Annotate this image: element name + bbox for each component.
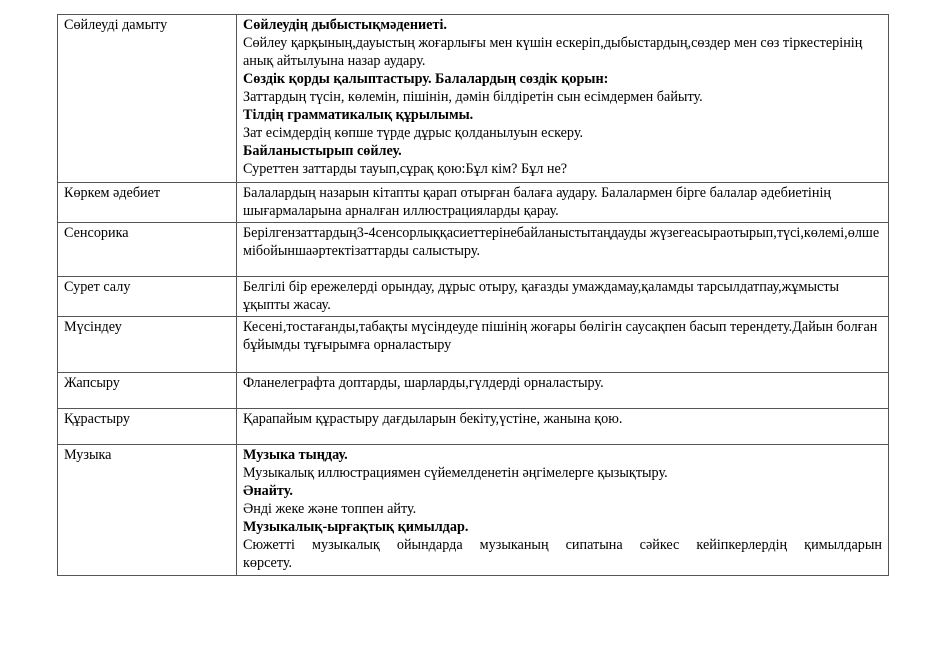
subject-cell: Сөйлеуді дамыту — [58, 15, 237, 183]
section-heading: Байланыстырып сөйлеу. — [243, 143, 402, 159]
content-cell — [237, 277, 889, 317]
content-text: Сюжетті музыкалық ойындарда музыканың сипатына сәйкес кейіпкерлердің қимылдарын көрсету. — [243, 537, 882, 571]
subject-cell: Мүсіндеу — [58, 317, 237, 373]
table-row — [58, 317, 889, 373]
table-row — [58, 183, 889, 223]
content-text: Фланелеграфта доптарды, шарларды,гүлдерді орналастыру. — [243, 375, 604, 391]
table-row — [58, 373, 889, 409]
content-text: Заттардың түсін, көлемін, пішінін, дәмін білдіретін сын есімдермен байыту. — [243, 89, 703, 105]
table-row — [58, 409, 889, 445]
content-text: Әнді жеке және топпен айту. — [243, 501, 417, 517]
table-row — [58, 223, 889, 277]
section-heading: Әнайту. — [243, 483, 293, 499]
content-text: Кесені,тостағанды,табақты мүсіндеуде пішінің жоғары бөлігін саусақпен басып терендету.Дайын болған бұйымды тұғырымға орналастыру — [243, 319, 878, 353]
content-cell — [237, 445, 889, 576]
content-cell — [237, 223, 889, 277]
subject-cell: Жапсыру — [58, 373, 237, 409]
subject-cell: Музыка — [58, 445, 237, 576]
content-text: Қарапайым құрастыру дағдыларын бекіту,үстіне, жанына қою. — [243, 411, 623, 427]
table-row — [58, 445, 889, 576]
content-text: Сөйлеу қарқының,дауыстың жоғарлығы мен күшін ескеріп,дыбыстардың,сөздер мен сөз тіркестерінің анық айтылуына назар аудару. — [243, 35, 863, 69]
content-text: Балалардың назарын кітапты қарап отырған балаға аудару. Балалармен бірге балалар әдебиетінің шығармаларына арналған иллюстрацияларды қарау. — [243, 185, 831, 219]
content-text: Музыкалық иллюстрациямен сүйемелденетін әңгімелерге қызықтыру. — [243, 465, 668, 481]
content-cell — [237, 317, 889, 373]
section-heading: Музыка тыңдау. — [243, 447, 348, 463]
curriculum-table — [57, 14, 889, 576]
content-cell — [237, 183, 889, 223]
subject-cell: Құрастыру — [58, 409, 237, 445]
section-heading: Сөйлеудің дыбыстықмәдениеті. — [243, 17, 447, 33]
content-text: Берілгензаттардың3-4сенсорлыққасиеттерінебайланыстытаңдауды жүзегеасыраотырып,түсі,көлемі,өлшемібойыншаәртектізаттарды салыстыру. — [243, 225, 880, 259]
content-text: Суреттен заттарды тауып,сұрақ қою:Бұл кім? Бұл не? — [243, 161, 568, 177]
section-heading: Сөздік қорды қалыптастыру. Балалардың сөздік қорын: — [243, 71, 609, 87]
content-text: Зат есімдердің көпше түрде дұрыс қолданылуын ескеру. — [243, 125, 584, 141]
content-cell — [237, 409, 889, 445]
table-row — [58, 277, 889, 317]
subject-cell: Сурет салу — [58, 277, 237, 317]
content-cell — [237, 373, 889, 409]
content-text: Белгілі бір ережелерді орындау, дұрыс отыру, қағазды умаждамау,қаламды тарсылдатпау,жұмысты ұқыпты жасау. — [243, 279, 840, 313]
table-row — [58, 15, 889, 183]
content-cell — [237, 15, 889, 183]
section-heading: Музыкалық-ырғақтық қимылдар. — [243, 519, 469, 535]
section-heading: Тілдің грамматикалық құрылымы. — [243, 107, 474, 123]
subject-cell: Көркем әдебиет — [58, 183, 237, 223]
subject-cell: Сенсорика — [58, 223, 237, 277]
